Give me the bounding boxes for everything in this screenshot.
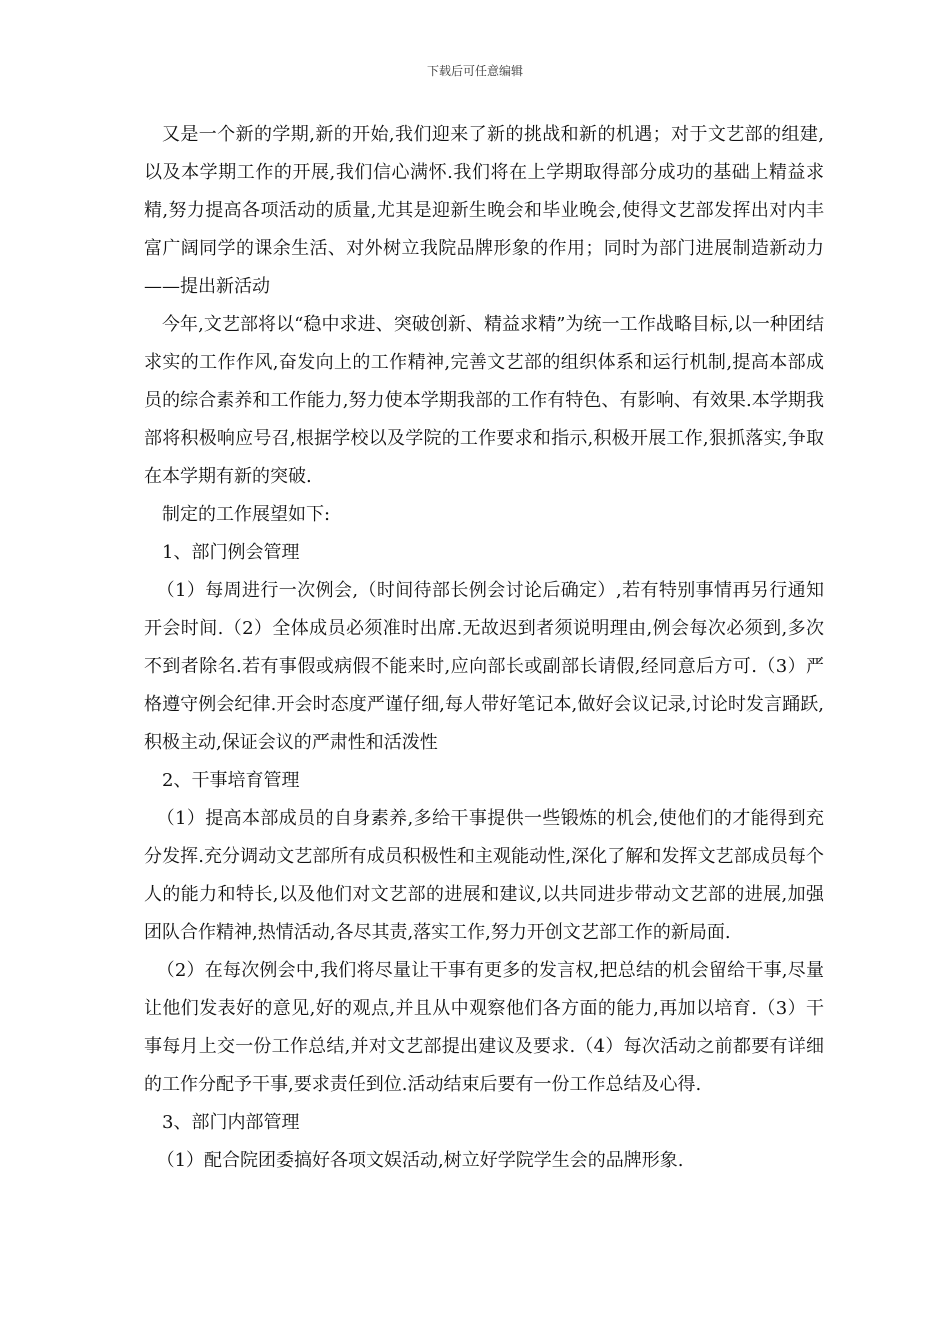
paragraph-meetings: （1）每周进行一次例会,（时间待部长例会讨论后确定）,若有特别事情再另行通知开会时间.（2）全体成员必须准时出席.无故迟到者须说明理由,例会每次必须到,多次不到者除名.若有事假或病假不能来时,应向部长或副部长请假,经同意后方可.（3）严格遵守例会纪律.开会时态度严谨仔细,每人带好笔记本,做好会议记录,讨论时发言踊跃,积极主动,保证会议的严肃性和活泼性 xyxy=(144,580,824,753)
paragraph-intro-2: 今年,文艺部将以“稳中求进、突破创新、精益求精”为统一工作战略目标,以一种团结求实的工作作风,奋发向上的工作精神,完善文艺部的组织体系和运行机制,提高本部成员的综合素养和工作能力,努力使本学期我部的工作有特色、有影响、有效果.本学期我部将积极响应号召,根据学校以及学院的工作要求和指示,积极开展工作,狠抓落实,争取在本学期有新的突破. xyxy=(144,314,824,487)
paragraph-staff-training-2: （2）在每次例会中,我们将尽量让干事有更多的发言权,把总结的机会留给干事,尽量让他们发表好的意见,好的观点,并且从中观察他们各方面的能力,再加以培育.（3）干事每月上交一份工作总结,并对文艺部提出建议及要求.（4）每次活动之前都要有详细的工作分配予干事,要求责任到位.活动结束后要有一份工作总结及心得. xyxy=(144,960,824,1095)
page-header: 下载后可任意编辑 xyxy=(426,64,523,78)
paragraph-internal-1: （1）配合院团委搞好各项文娱活动,树立好学院学生会的品牌形象. xyxy=(156,1150,684,1171)
section-heading-internal: 3、部门内部管理 xyxy=(162,1112,300,1133)
document-body xyxy=(144,116,824,1180)
paragraph-intro-3: 制定的工作展望如下: xyxy=(162,504,331,525)
paragraph-intro-1: 又是一个新的学期,新的开始,我们迎来了新的挑战和新的机遇；对于文艺部的组建,以及本学期工作的开展,我们信心满怀.我们将在上学期取得部分成功的基础上精益求精,努力提高各项活动的质量,尤其是迎新生晚会和毕业晚会,使得文艺部发挥出对内丰富广阔同学的课余生活、对外树立我院品牌形象的作用；同时为部门进展制造新动力——提出新活动 xyxy=(144,124,824,297)
section-heading-meetings: 1、部门例会管理 xyxy=(162,542,300,563)
section-heading-staff-training: 2、干事培育管理 xyxy=(162,770,300,791)
paragraph-staff-training-1: （1）提高本部成员的自身素养,多给干事提供一些锻炼的机会,使他们的才能得到充分发挥.充分调动文艺部所有成员积极性和主观能动性,深化了解和发挥文艺部成员每个人的能力和特长,以及他们对文艺部的进展和建议,以共同进步带动文艺部的进展,加强团队合作精神,热情活动,各尽其责,落实工作,努力开创文艺部工作的新局面. xyxy=(144,808,824,943)
